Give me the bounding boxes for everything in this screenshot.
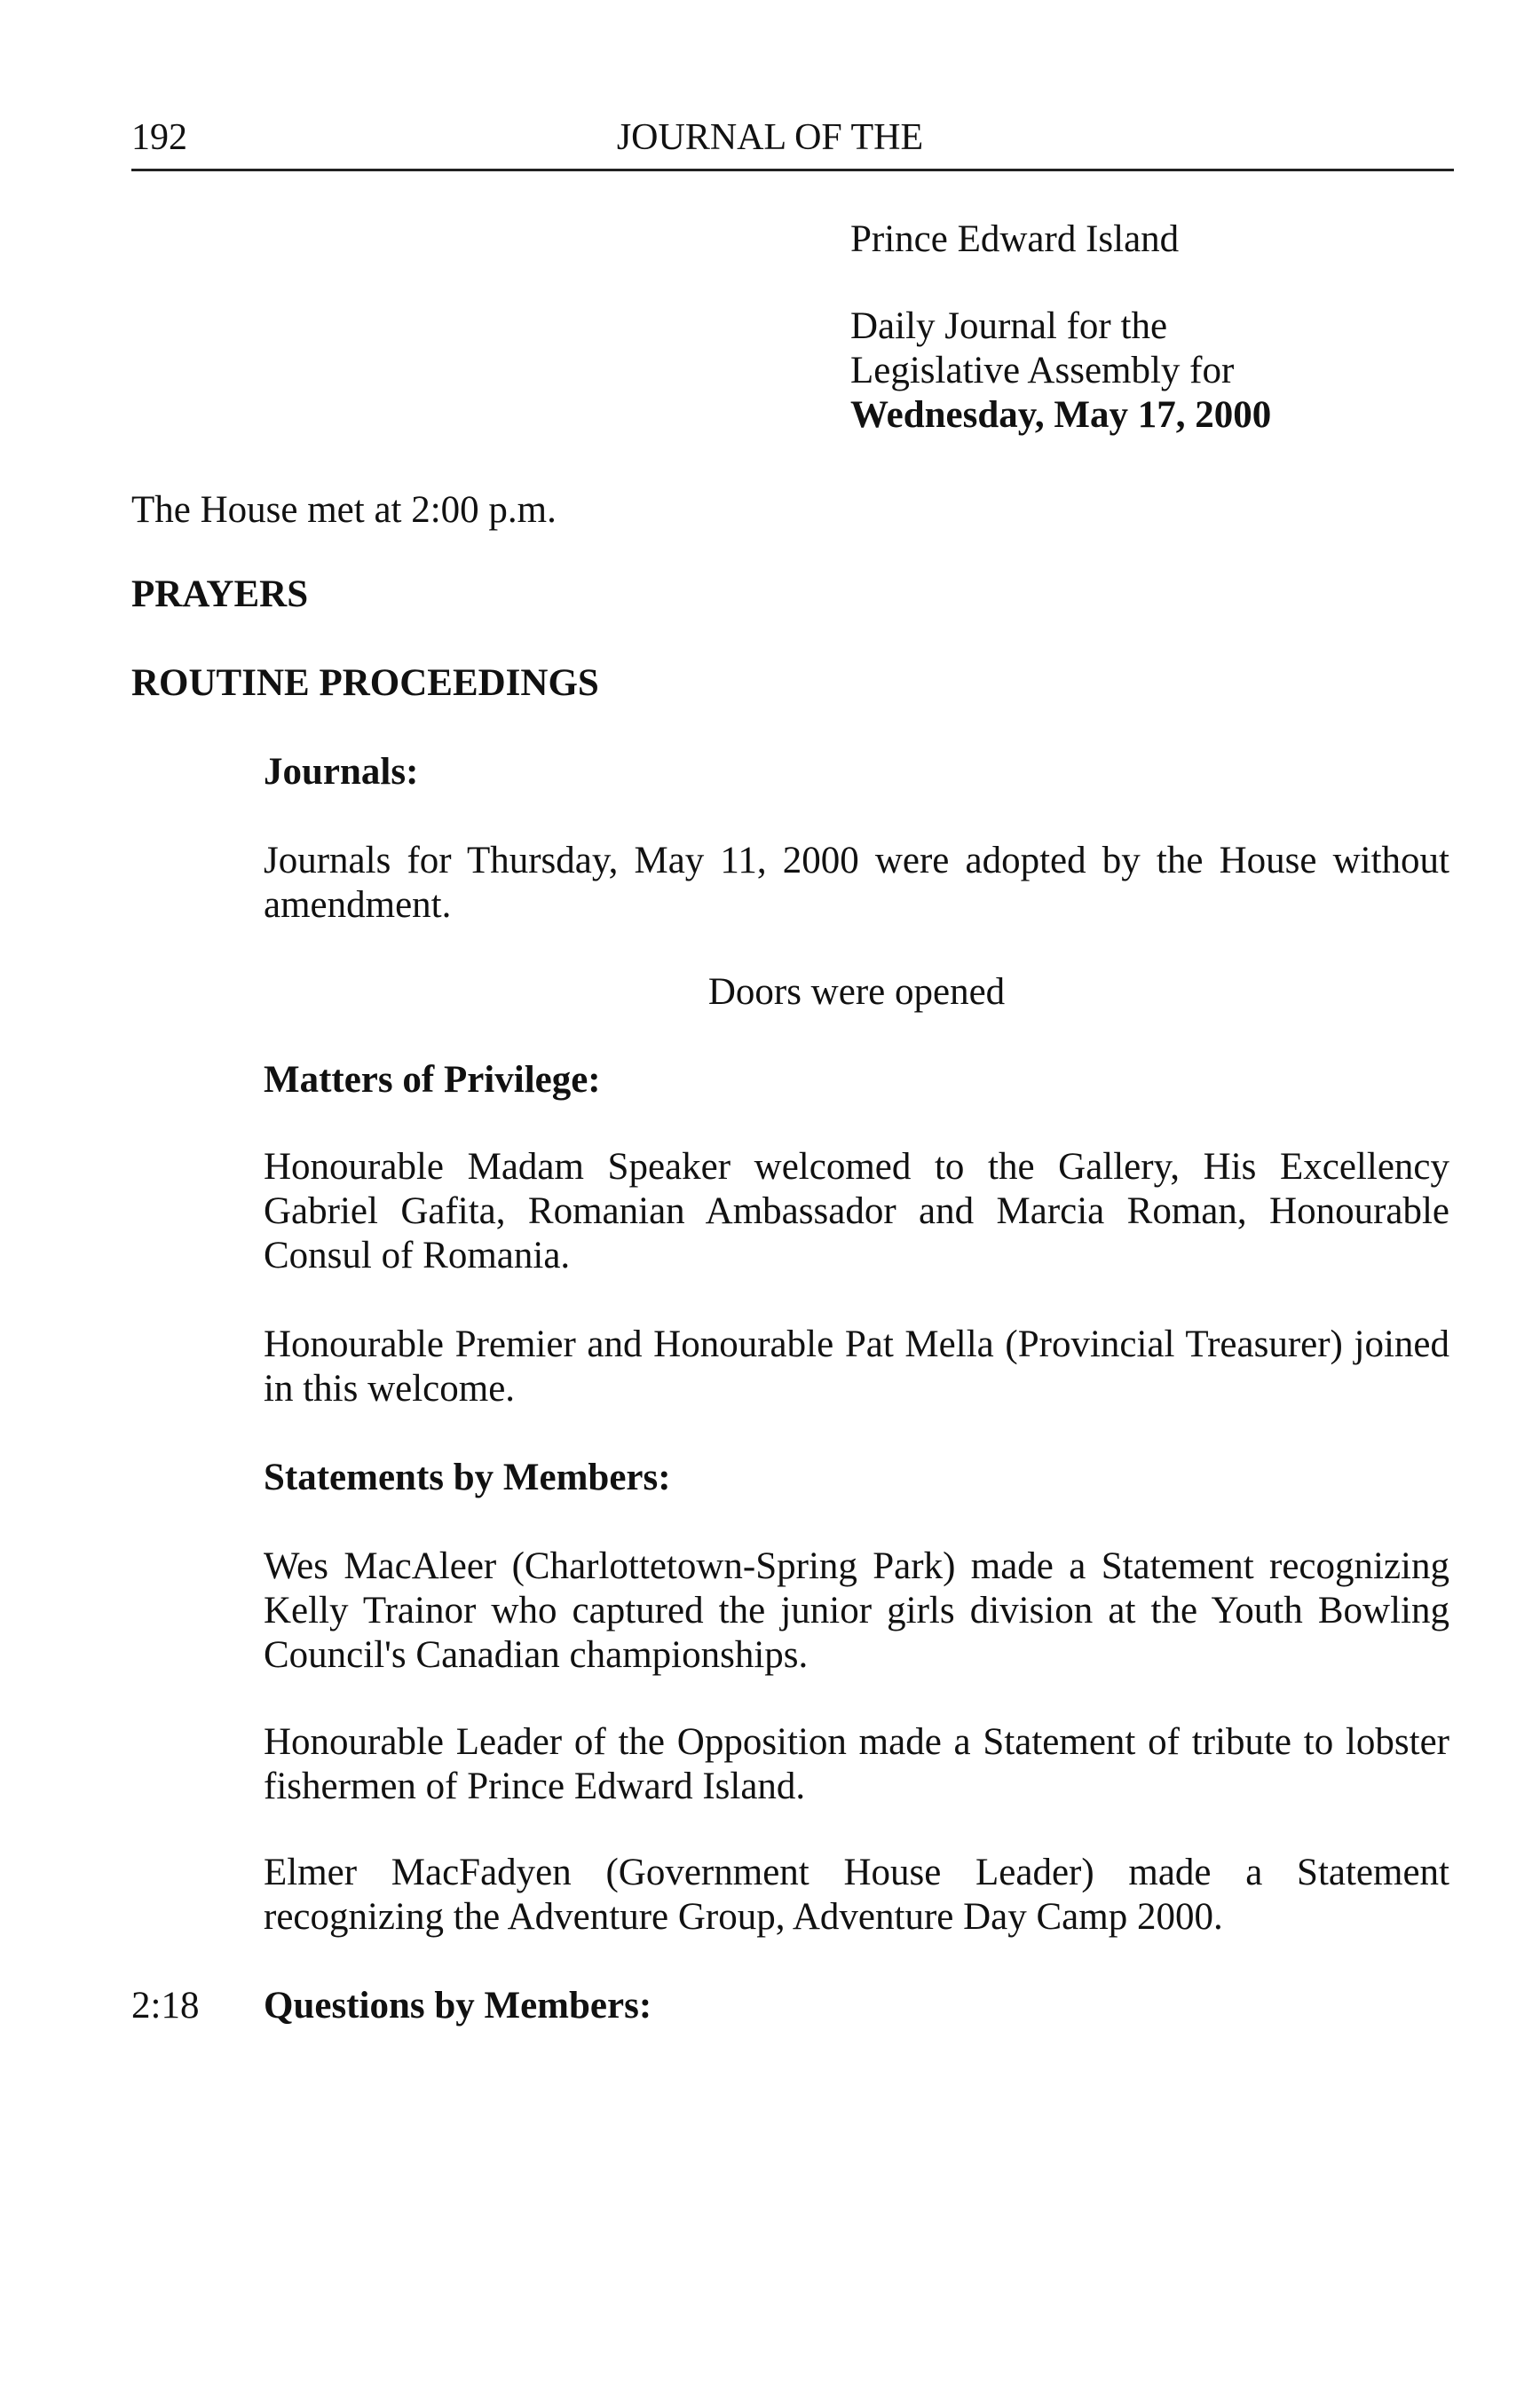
province-name: Prince Edward Island <box>850 218 1180 260</box>
opening-statement: The House met at 2:00 p.m. <box>131 489 557 531</box>
journals-heading: Journals: <box>264 751 419 793</box>
header-rule <box>131 169 1454 171</box>
questions-time: 2:18 <box>131 1985 200 2027</box>
statement-paragraph-3: Elmer MacFadyen (Government House Leader) made a Statement recognizing the Adventure Group, Adventure Day Camp 2000. <box>264 1852 1449 1938</box>
journals-text: Journals for Thursday, May 11, 2000 were adopted by the House without amendment. <box>264 840 1449 926</box>
privilege-heading: Matters of Privilege: <box>264 1059 601 1101</box>
journal-title-line-2: Legislative Assembly for <box>850 350 1235 391</box>
page-number: 192 <box>131 117 187 158</box>
prayers-heading: PRAYERS <box>131 573 309 615</box>
statement-paragraph-1: Wes MacAleer (Charlottetown-Spring Park) made a Statement recognizing Kelly Trainor who captured the junior girls division at the Youth Bowling Council's Canadian championships. <box>264 1545 1449 1676</box>
running-title: JOURNAL OF THE <box>616 117 924 158</box>
journal-title-line-1: Daily Journal for the <box>850 305 1168 347</box>
doors-opened-note: Doors were opened <box>707 971 1006 1013</box>
privilege-paragraph-2: Honourable Premier and Honourable Pat Mella (Provincial Treasurer) joined in this welcome. <box>264 1323 1449 1410</box>
privilege-paragraph-1: Honourable Madam Speaker welcomed to the Gallery, His Excellency Gabriel Gafita, Romanian Ambassador and Marcia Roman, Honourable Consul of Romania. <box>264 1146 1449 1276</box>
statements-heading: Statements by Members: <box>264 1457 671 1498</box>
routine-proceedings-heading: ROUTINE PROCEEDINGS <box>131 662 599 704</box>
statement-paragraph-2: Honourable Leader of the Opposition made a Statement of tribute to lobster fishermen of Prince Edward Island. <box>264 1721 1449 1807</box>
questions-heading: Questions by Members: <box>264 1985 652 2027</box>
journal-date: Wednesday, May 17, 2000 <box>850 394 1272 436</box>
